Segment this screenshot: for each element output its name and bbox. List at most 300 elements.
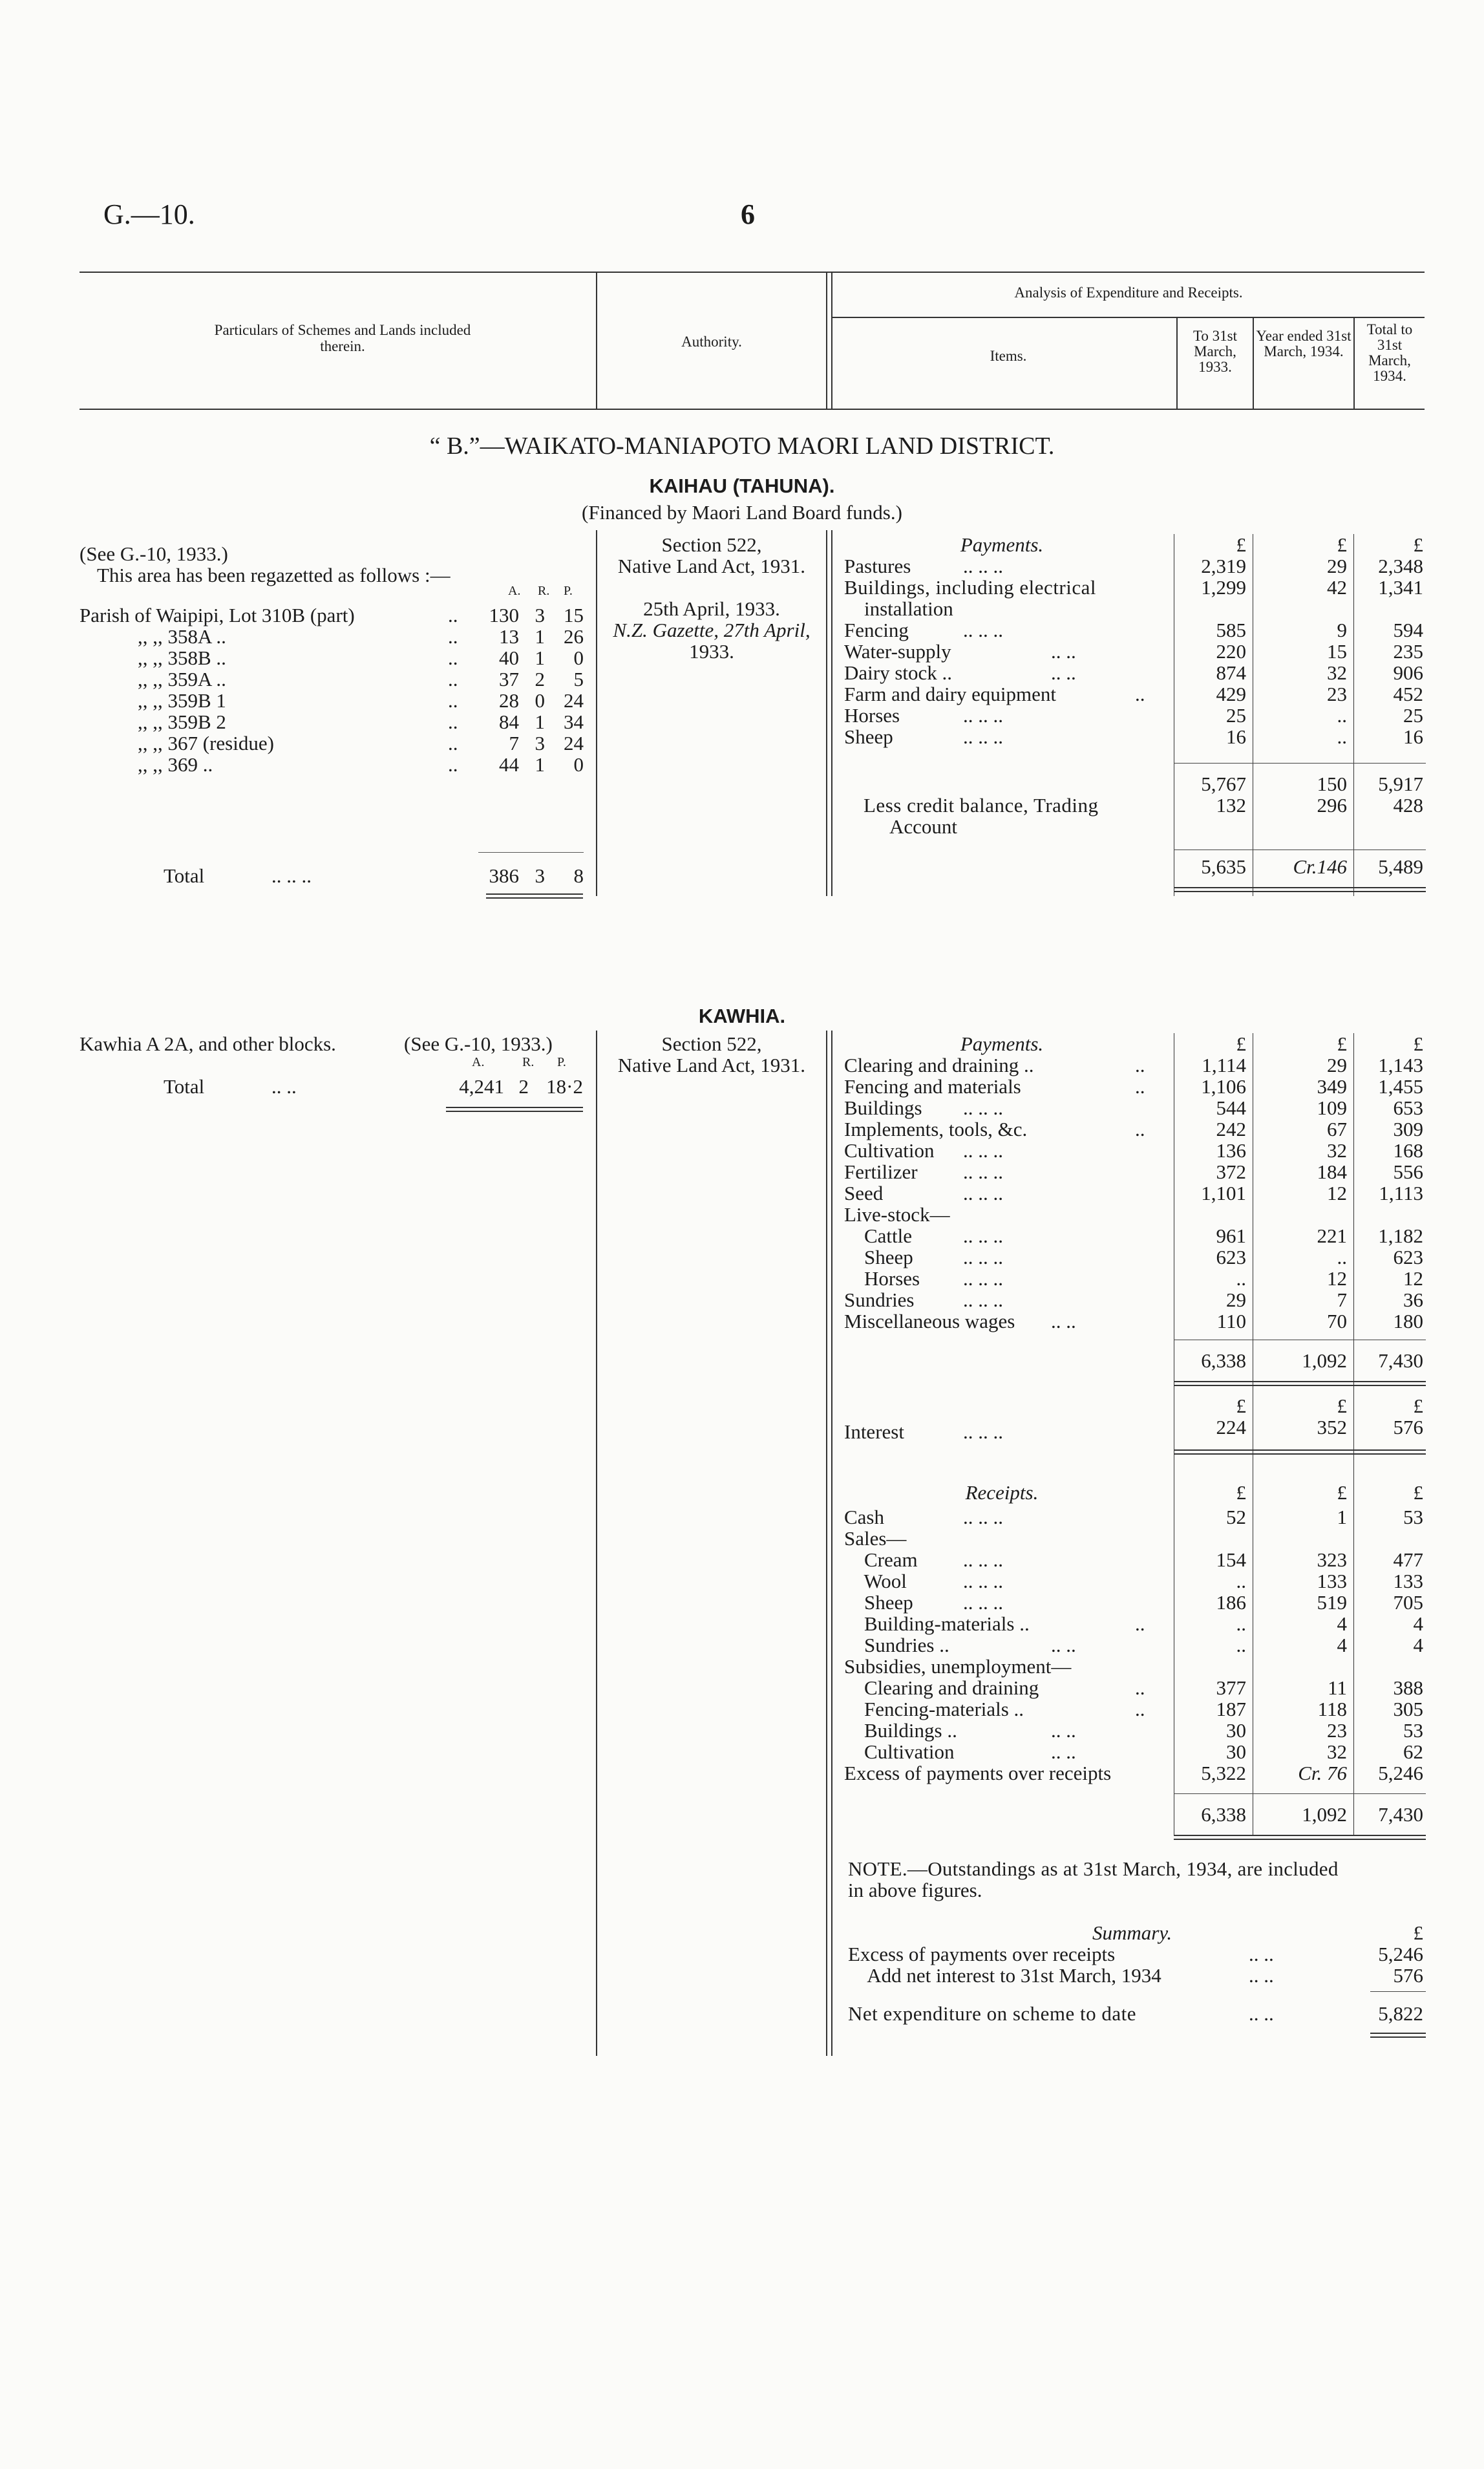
value-year-1934: 32 bbox=[1327, 1139, 1347, 1162]
land-p: 0 bbox=[573, 753, 584, 776]
value-year-1934: 1 bbox=[1337, 1506, 1347, 1528]
dot-leader: .. .. bbox=[1051, 1634, 1076, 1656]
value-year-1934: 32 bbox=[1327, 1740, 1347, 1763]
receipt-row bbox=[844, 1528, 1426, 1549]
land-r: 1 bbox=[535, 711, 545, 733]
kaihau-financed: (Financed by Maori Land Board funds.) bbox=[582, 501, 902, 524]
value-to-1933: 1,101 bbox=[1201, 1182, 1246, 1204]
header-top-rule bbox=[80, 272, 1425, 273]
payment-row bbox=[844, 1225, 1426, 1246]
value-year-1934: 67 bbox=[1327, 1118, 1347, 1140]
value-year-1934: 70 bbox=[1327, 1310, 1347, 1332]
value-to-1933: 874 bbox=[1216, 661, 1246, 684]
land-p: 15 bbox=[564, 604, 584, 626]
summary-row bbox=[848, 1943, 1427, 1965]
value-total-1934: 2,348 bbox=[1378, 555, 1423, 577]
header-items: Items. bbox=[990, 348, 1027, 364]
value-total-1934: 53 bbox=[1403, 1506, 1423, 1528]
value-year-1934: 1,092 bbox=[1302, 1803, 1347, 1826]
value-total-1934: 388 bbox=[1393, 1676, 1423, 1699]
land-p: 24 bbox=[564, 732, 584, 754]
item-label: Add net interest to 31st March, 1934 bbox=[848, 1964, 1161, 1987]
item-label: Live-stock— bbox=[844, 1203, 950, 1226]
payment-row bbox=[844, 1054, 1426, 1076]
kawhia-interest-row bbox=[844, 1395, 1426, 1443]
kawhia-arp-r: R. bbox=[522, 1055, 535, 1069]
value-to-1933: 224 bbox=[1216, 1416, 1246, 1438]
item-label: Building-materials .. bbox=[844, 1612, 1030, 1635]
value-total-1934: 305 bbox=[1393, 1698, 1423, 1720]
land-row bbox=[80, 604, 590, 626]
land-r: 1 bbox=[535, 753, 545, 776]
value-total-1934: 7,430 bbox=[1378, 1803, 1423, 1826]
header-divider-3 bbox=[1176, 317, 1178, 409]
kawhia-receipts bbox=[844, 1506, 1426, 1791]
item-label: Implements, tools, &c. bbox=[844, 1118, 1028, 1140]
kawhia-payments bbox=[844, 1054, 1426, 1339]
land-label: ,, ,, 359B 1 bbox=[138, 689, 226, 712]
value-year-1934: 11 bbox=[1328, 1676, 1347, 1699]
value-total-1934: 556 bbox=[1393, 1160, 1423, 1183]
land-a: 37 bbox=[499, 668, 519, 690]
kaihau-regazetted: This area has been regazetted as follows :— bbox=[97, 564, 450, 586]
value-year-1934: 29 bbox=[1327, 555, 1347, 577]
item-label: Cash bbox=[844, 1506, 884, 1528]
kawhia-title: KAWHIA. bbox=[698, 1005, 786, 1027]
net-expenditure-value: 5,822 bbox=[1378, 2002, 1423, 2025]
value-to-1933: 110 bbox=[1216, 1310, 1246, 1332]
land-r: 0 bbox=[535, 689, 545, 712]
kaihau-net-double-2 bbox=[1174, 891, 1426, 892]
kawhia-receipts-double-1 bbox=[1174, 1835, 1426, 1836]
item-label: Water-supply bbox=[844, 640, 951, 663]
item-label: Buildings bbox=[844, 1096, 922, 1119]
land-p: 24 bbox=[564, 689, 584, 712]
dot-leader: .. bbox=[1135, 1054, 1145, 1076]
value-year-1934: 23 bbox=[1327, 683, 1347, 705]
value-total-1934: 5,917 bbox=[1378, 773, 1423, 795]
land-a: 28 bbox=[499, 689, 519, 712]
land-r: 1 bbox=[535, 647, 545, 669]
payment-row bbox=[844, 1097, 1426, 1118]
item-label: Fencing and materials bbox=[844, 1075, 1021, 1098]
header-divider-5 bbox=[1353, 317, 1355, 409]
value-total-1934: 25 bbox=[1403, 704, 1423, 727]
item-label: Miscellaneous wages bbox=[844, 1310, 1015, 1332]
value-year-1934: 29 bbox=[1327, 1054, 1347, 1076]
receipt-row bbox=[844, 1634, 1426, 1656]
page-ref: G.—10. bbox=[103, 198, 195, 230]
value-total-1934: 906 bbox=[1393, 661, 1423, 684]
kaihau-total-rule bbox=[478, 852, 584, 853]
value-total-1934: 594 bbox=[1393, 619, 1423, 641]
value-total-1934: 133 bbox=[1393, 1570, 1423, 1592]
analysis-rule bbox=[832, 317, 1425, 318]
kawhia-land: Kawhia A 2A, and other blocks. bbox=[80, 1032, 336, 1055]
kaihau-subtotal-rule bbox=[1174, 763, 1426, 764]
value-total-1934: 16 bbox=[1403, 725, 1423, 748]
value-year-1934: 12 bbox=[1327, 1182, 1347, 1204]
value-year-1934: 4 bbox=[1337, 1612, 1347, 1635]
header-bottom-rule bbox=[80, 409, 1425, 410]
land-row bbox=[80, 626, 590, 647]
dot-leader: .. bbox=[448, 732, 458, 754]
value-total-1934: 180 bbox=[1393, 1310, 1423, 1332]
value-to-1933: 623 bbox=[1216, 1246, 1246, 1268]
summary-rule bbox=[1370, 1991, 1426, 1992]
item-label: Dairy stock .. bbox=[844, 661, 953, 684]
kaihau-total-r: 3 bbox=[535, 864, 545, 887]
header-divider-4 bbox=[1253, 317, 1254, 409]
kawhia-divider-2b bbox=[831, 1031, 832, 2056]
land-a: 13 bbox=[499, 625, 519, 648]
kaihau-total-a: 386 bbox=[489, 864, 519, 887]
summary-value: 5,246 bbox=[1378, 1943, 1423, 1965]
currency-symbol: £ bbox=[1337, 533, 1347, 556]
kawhia-authority-1: Section 522, bbox=[661, 1032, 762, 1055]
kaihau-divider-1 bbox=[596, 530, 597, 896]
receipt-row bbox=[844, 1613, 1426, 1634]
value-year-1934: .. bbox=[1337, 704, 1347, 727]
land-p: 34 bbox=[564, 711, 584, 733]
dot-leader: .. .. .. bbox=[963, 1139, 1003, 1162]
summary-value: 576 bbox=[1393, 1964, 1423, 1987]
currency-symbol: £ bbox=[1413, 1921, 1423, 1944]
kawhia-receipts-total-row bbox=[844, 1804, 1426, 1825]
value-total-1934: 235 bbox=[1393, 640, 1423, 663]
value-year-1934: 32 bbox=[1327, 661, 1347, 684]
payment-row bbox=[844, 662, 1426, 683]
currency-symbol: £ bbox=[1236, 533, 1246, 556]
value-to-1933: 52 bbox=[1226, 1506, 1246, 1528]
item-label: Wool bbox=[844, 1570, 907, 1592]
value-year-1934: 352 bbox=[1317, 1416, 1347, 1438]
receipt-row bbox=[844, 1720, 1426, 1741]
kaihau-total-label: Total bbox=[164, 864, 205, 887]
dot-leader: .. bbox=[448, 647, 458, 669]
dot-leader: .. bbox=[1135, 1698, 1145, 1720]
value-to-1933: 132 bbox=[1216, 794, 1246, 817]
dot-leader: .. .. bbox=[1249, 2002, 1274, 2025]
kaihau-net-double-1 bbox=[1174, 887, 1426, 888]
kawhia-total-a: 4,241 bbox=[459, 1075, 504, 1098]
item-label: Clearing and draining .. bbox=[844, 1054, 1034, 1076]
dot-leader: .. .. bbox=[1051, 661, 1076, 684]
item-label: Pastures bbox=[844, 555, 911, 577]
item-label: Sundries .. bbox=[844, 1634, 949, 1656]
receipt-row bbox=[844, 1506, 1426, 1528]
item-label: Excess of payments over receipts bbox=[848, 1943, 1116, 1965]
payment-row bbox=[844, 726, 1426, 747]
receipt-row bbox=[844, 1677, 1426, 1698]
kaihau-net-row bbox=[844, 856, 1426, 877]
land-r: 3 bbox=[535, 732, 545, 754]
value-total-1934: 5,246 bbox=[1378, 1762, 1423, 1784]
payment-row bbox=[844, 1076, 1426, 1097]
kaihau-authority-gazette: N.Z. Gazette, 27th April, bbox=[613, 619, 811, 641]
land-a: 44 bbox=[499, 753, 519, 776]
kaihau-payments bbox=[844, 555, 1426, 749]
item-label: Horses bbox=[844, 1267, 920, 1290]
kaihau-less-row bbox=[844, 795, 1426, 840]
value-year-1934: 221 bbox=[1317, 1224, 1347, 1247]
receipt-row bbox=[844, 1656, 1426, 1677]
value-to-1933: .. bbox=[1236, 1634, 1246, 1656]
land-r: 1 bbox=[535, 625, 545, 648]
land-label: ,, ,, 359B 2 bbox=[138, 711, 226, 733]
kawhia-total-r: 2 bbox=[518, 1075, 529, 1098]
dot-leader: .. bbox=[448, 689, 458, 712]
value-to-1933: 220 bbox=[1216, 640, 1246, 663]
kaihau-total-double-1 bbox=[486, 893, 583, 895]
district-title: “ B.”—WAIKATO-MANIAPOTO MAORI LAND DISTRICT. bbox=[429, 433, 1055, 460]
kawhia-payments-double-2 bbox=[1174, 1385, 1426, 1386]
value-year-1934: 42 bbox=[1327, 576, 1347, 599]
item-label: Farm and dairy equipment bbox=[844, 683, 1056, 705]
land-row bbox=[80, 711, 590, 732]
dot-leader: .. .. bbox=[1051, 640, 1076, 663]
land-label: ,, ,, 369 .. bbox=[138, 753, 213, 776]
kaihau-authority-year: 1933. bbox=[689, 640, 734, 663]
receipt-row bbox=[844, 1570, 1426, 1592]
dot-leader: .. .. .. bbox=[963, 1570, 1003, 1592]
net-double-2 bbox=[1370, 2036, 1426, 2038]
payment-row bbox=[844, 1182, 1426, 1204]
dot-leader: .. bbox=[1135, 1612, 1145, 1635]
value-to-1933: 5,767 bbox=[1201, 773, 1246, 795]
value-total-1934: 1,113 bbox=[1379, 1182, 1423, 1204]
summary-head: Summary. bbox=[1092, 1921, 1172, 1944]
item-label: Fertilizer bbox=[844, 1160, 918, 1183]
value-to-1933: 6,338 bbox=[1201, 1803, 1246, 1826]
header-col1: To 31st March, 1933. bbox=[1192, 328, 1238, 375]
value-total-1934: 5,489 bbox=[1378, 855, 1423, 878]
land-a: 84 bbox=[499, 711, 519, 733]
kaihau-payments-head: Payments. bbox=[960, 533, 1044, 556]
value-total-1934: 477 bbox=[1393, 1548, 1423, 1571]
header-analysis: Analysis of Expenditure and Receipts. bbox=[1014, 284, 1243, 301]
value-to-1933: 585 bbox=[1216, 619, 1246, 641]
item-label: Cultivation bbox=[844, 1740, 955, 1763]
dot-leader: .. .. .. bbox=[963, 1288, 1003, 1311]
payment-row bbox=[844, 683, 1426, 705]
currency-symbol: £ bbox=[1236, 1032, 1246, 1055]
land-p: 26 bbox=[564, 625, 584, 648]
dot-leader: .. .. .. bbox=[963, 1267, 1003, 1290]
note-line-2: in above figures. bbox=[848, 1879, 982, 1901]
item-label: Excess of payments over receipts bbox=[844, 1762, 1112, 1784]
payment-row bbox=[844, 1310, 1426, 1332]
item-label: Buildings, including electrical bbox=[844, 576, 1096, 599]
value-to-1933: 377 bbox=[1216, 1676, 1246, 1699]
value-total-1934: 12 bbox=[1403, 1267, 1423, 1290]
value-to-1933: 2,319 bbox=[1201, 555, 1246, 577]
receipt-row bbox=[844, 1698, 1426, 1720]
summary-row bbox=[848, 1965, 1427, 1986]
dot-leader: .. .. .. bbox=[963, 1182, 1003, 1204]
dot-leader: .. .. bbox=[271, 1075, 297, 1098]
value-year-1934: 23 bbox=[1327, 1719, 1347, 1742]
value-total-1934: 62 bbox=[1403, 1740, 1423, 1763]
value-to-1933: 30 bbox=[1226, 1740, 1246, 1763]
value-to-1933: 544 bbox=[1216, 1096, 1246, 1119]
land-row bbox=[80, 647, 590, 668]
receipt-row bbox=[844, 1592, 1426, 1613]
kawhia-arp-p: P. bbox=[557, 1055, 566, 1069]
kaihau-authority-date: 25th April, 1933. bbox=[643, 597, 780, 620]
item-label: Sheep bbox=[844, 1591, 913, 1614]
item-label: Fencing-materials .. bbox=[844, 1698, 1024, 1720]
item-label: installation bbox=[844, 597, 953, 620]
land-r: 2 bbox=[535, 668, 545, 690]
dot-leader: .. bbox=[448, 711, 458, 733]
value-year-1934: 296 bbox=[1317, 794, 1347, 817]
value-total-1934: 1,455 bbox=[1378, 1075, 1423, 1098]
dot-leader: .. bbox=[448, 668, 458, 690]
value-to-1933: 1,114 bbox=[1202, 1054, 1246, 1076]
kawhia-payments-total-row bbox=[844, 1350, 1426, 1371]
land-p: 0 bbox=[573, 647, 584, 669]
land-label: ,, ,, 359A .. bbox=[138, 668, 226, 690]
dot-leader: .. .. .. bbox=[963, 704, 1003, 727]
value-year-1934: 7 bbox=[1337, 1288, 1347, 1311]
interest-label: Interest bbox=[844, 1420, 904, 1443]
value-to-1933: 6,338 bbox=[1201, 1349, 1246, 1372]
kaihau-authority-1: Section 522, bbox=[661, 533, 762, 556]
land-label: ,, ,, 358B .. bbox=[138, 647, 226, 669]
kawhia-see: (See G.-10, 1933.) bbox=[404, 1032, 553, 1055]
value-to-1933: 429 bbox=[1216, 683, 1246, 705]
dot-leader: .. bbox=[1135, 1118, 1145, 1140]
value-year-1934: 133 bbox=[1317, 1570, 1347, 1592]
value-year-1934: 12 bbox=[1327, 1267, 1347, 1290]
dot-leader: .. bbox=[448, 625, 458, 648]
payment-row bbox=[844, 619, 1426, 641]
land-label: ,, ,, 358A .. bbox=[138, 625, 226, 648]
item-label: Buildings .. bbox=[844, 1719, 957, 1742]
item-label: Sheep bbox=[844, 1246, 913, 1268]
dot-leader: .. .. bbox=[1249, 1943, 1274, 1965]
value-to-1933: 136 bbox=[1216, 1139, 1246, 1162]
dot-leader: .. .. .. bbox=[963, 1506, 1003, 1528]
currency-symbol: £ bbox=[1413, 1481, 1423, 1504]
dot-leader: .. .. .. bbox=[271, 864, 312, 887]
kaihau-total-p: 8 bbox=[573, 864, 584, 887]
value-total-1934: 4 bbox=[1413, 1634, 1423, 1656]
currency-symbol: £ bbox=[1413, 533, 1423, 556]
dot-leader: .. .. bbox=[1051, 1310, 1076, 1332]
value-total-1934: 705 bbox=[1393, 1591, 1423, 1614]
land-p: 5 bbox=[573, 668, 584, 690]
kawhia-receipts-head: Receipts. bbox=[965, 1481, 1039, 1504]
value-to-1933: .. bbox=[1236, 1612, 1246, 1635]
net-expenditure-label: Net expenditure on scheme to date bbox=[848, 2002, 1137, 2025]
kawhia-total-double-2 bbox=[446, 1111, 583, 1112]
item-label: Clearing and draining bbox=[844, 1676, 1039, 1699]
less-label: Less credit balance, Trading bbox=[864, 794, 1099, 817]
value-total-1934: 1,143 bbox=[1378, 1054, 1423, 1076]
kawhia-total-p: 18·2 bbox=[546, 1075, 583, 1098]
kaihau-subtotal-row bbox=[844, 773, 1426, 795]
payment-row bbox=[844, 1204, 1426, 1225]
currency-symbol: £ bbox=[1337, 1032, 1347, 1055]
dot-leader: .. .. .. bbox=[963, 1420, 1003, 1443]
kaihau-arp-a: A. bbox=[508, 584, 521, 598]
note-line-1: NOTE.—Outstandings as at 31st March, 1934, are included bbox=[848, 1857, 1339, 1880]
dot-leader: .. .. .. bbox=[963, 1224, 1003, 1247]
payment-row bbox=[844, 1118, 1426, 1140]
dot-leader: .. bbox=[1135, 1075, 1145, 1098]
kawhia-total-label: Total bbox=[164, 1075, 205, 1098]
kawhia-payments-double-1 bbox=[1174, 1381, 1426, 1382]
payment-row bbox=[844, 705, 1426, 726]
value-year-1934: 9 bbox=[1337, 619, 1347, 641]
payment-row bbox=[844, 598, 1426, 619]
value-year-1934: .. bbox=[1337, 725, 1347, 748]
dot-leader: .. bbox=[448, 604, 458, 626]
land-row bbox=[80, 754, 590, 775]
header-col2: Year ended 31st March, 1934. bbox=[1256, 328, 1352, 359]
item-label: Fencing bbox=[844, 619, 909, 641]
receipt-row bbox=[844, 1549, 1426, 1570]
value-total-1934: 36 bbox=[1403, 1288, 1423, 1311]
kawhia-receipts-double-2 bbox=[1174, 1839, 1426, 1840]
value-year-1934: 109 bbox=[1317, 1096, 1347, 1119]
value-total-1934: 1,182 bbox=[1378, 1224, 1423, 1247]
item-label: Horses bbox=[844, 704, 900, 727]
value-year-1934: Cr.146 bbox=[1293, 855, 1347, 878]
kawhia-arp-a: A. bbox=[472, 1055, 485, 1069]
land-row bbox=[80, 690, 590, 711]
currency-symbol: £ bbox=[1337, 1481, 1347, 1504]
value-total-1934: 653 bbox=[1393, 1096, 1423, 1119]
value-year-1934: 118 bbox=[1317, 1698, 1347, 1720]
value-year-1934: 184 bbox=[1317, 1160, 1347, 1183]
item-label: Cream bbox=[844, 1548, 918, 1571]
kaihau-divider-2b bbox=[831, 530, 832, 896]
item-label: Subsidies, unemployment— bbox=[844, 1655, 1072, 1678]
receipt-row bbox=[844, 1762, 1426, 1784]
dot-leader: .. .. .. bbox=[963, 1160, 1003, 1183]
item-label: Seed bbox=[844, 1182, 884, 1204]
kawhia-payments-head: Payments. bbox=[960, 1032, 1044, 1055]
value-to-1933: 29 bbox=[1226, 1288, 1246, 1311]
header-divider-2 bbox=[826, 272, 827, 409]
value-total-1934: 4 bbox=[1413, 1612, 1423, 1635]
dot-leader: .. bbox=[1135, 1676, 1145, 1699]
summary-rows bbox=[848, 1943, 1427, 1989]
item-label: Cattle bbox=[844, 1224, 913, 1247]
value-to-1933: 186 bbox=[1216, 1591, 1246, 1614]
net-double-1 bbox=[1370, 2033, 1426, 2034]
land-row bbox=[80, 668, 590, 690]
value-total-1934: 309 bbox=[1393, 1118, 1423, 1140]
kaihau-arp-r: R. bbox=[538, 584, 550, 598]
item-label: Cultivation bbox=[844, 1139, 935, 1162]
value-year-1934: 323 bbox=[1317, 1548, 1347, 1571]
dot-leader: .. .. .. bbox=[963, 619, 1003, 641]
payment-row bbox=[844, 1140, 1426, 1161]
land-row bbox=[80, 732, 590, 754]
dot-leader: .. .. .. bbox=[963, 725, 1003, 748]
kaihau-divider-2 bbox=[826, 530, 827, 896]
payment-row bbox=[844, 641, 1426, 662]
value-year-1934: 519 bbox=[1317, 1591, 1347, 1614]
value-to-1933: 25 bbox=[1226, 704, 1246, 727]
kawhia-receipts-total-rule bbox=[1174, 1793, 1426, 1794]
value-year-1934: 150 bbox=[1317, 773, 1347, 795]
value-to-1933: 16 bbox=[1226, 725, 1246, 748]
